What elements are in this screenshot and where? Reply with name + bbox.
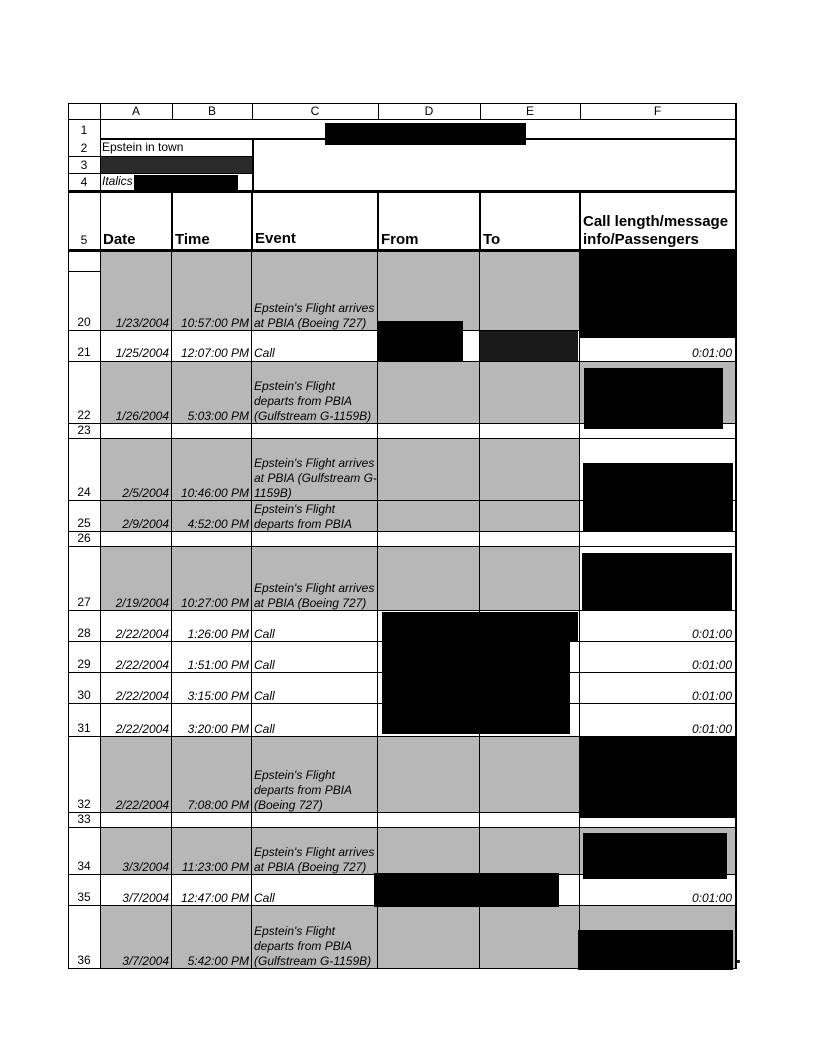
- date-cell: 3/3/2004: [122, 860, 169, 874]
- grid-line: [68, 546, 736, 547]
- redaction-block: [582, 553, 732, 611]
- redaction-block: [578, 930, 733, 970]
- grid-line: [100, 103, 101, 969]
- redaction-block: [378, 321, 463, 361]
- date-cell: 2/22/2004: [115, 627, 169, 641]
- grid-line: [68, 271, 100, 272]
- grid-line: [68, 103, 736, 104]
- row-number: 21: [77, 345, 91, 359]
- header-date: Date: [103, 231, 136, 248]
- header-to: To: [483, 231, 501, 248]
- date-cell: 2/9/2004: [122, 517, 169, 531]
- time-cell: 1:26:00 PM: [187, 627, 249, 641]
- column-header-c: C: [310, 104, 320, 118]
- date-cell: 3/7/2004: [122, 891, 169, 905]
- event-cell: Call: [254, 346, 275, 360]
- redaction-block: [325, 123, 526, 145]
- event-cell: Epstein's Flight departs from PBIA (Boeing 727): [254, 768, 352, 812]
- event-cell: Epstein's Flight arrives at PBIA (Boeing 727): [254, 581, 375, 610]
- grid-line: [252, 140, 254, 192]
- grid-line: [252, 103, 253, 120]
- event-cell: Epstein's Flight departs from PBIA: [254, 502, 353, 531]
- row-number: 26: [77, 532, 91, 545]
- event-cell: Epstein's Flight arrives at PBIA (Boeing 727): [254, 845, 375, 874]
- call-length-cell: 0:01:00: [691, 689, 732, 703]
- redaction-block: [134, 175, 238, 191]
- row-number: 23: [77, 424, 91, 437]
- grid-line: [68, 438, 736, 439]
- row-number: 25: [77, 516, 91, 530]
- redaction-block: [382, 642, 570, 734]
- grid-line: [68, 173, 254, 174]
- event-cell: Epstein's Flight departs from PBIA (Gulfstream G-1159B): [254, 924, 372, 968]
- time-cell: 1:51:00 PM: [187, 658, 249, 672]
- redaction-block: [101, 157, 252, 173]
- grid-line: [172, 103, 173, 120]
- date-cell: 1/23/2004: [115, 316, 169, 330]
- header-time: Time: [175, 231, 210, 248]
- time-cell: 5:03:00 PM: [187, 409, 249, 423]
- time-cell: 10:46:00 PM: [180, 486, 249, 500]
- time-cell: 3:20:00 PM: [187, 722, 249, 736]
- grid-line: [68, 361, 736, 362]
- row-number: 24: [77, 485, 91, 499]
- call-length-cell: 0:01:00: [691, 346, 732, 360]
- row-number: 30: [77, 688, 91, 702]
- time-cell: 4:52:00 PM: [187, 517, 249, 531]
- header-from: From: [381, 231, 419, 248]
- grid-line: [480, 103, 481, 120]
- call-length-cell: 0:01:00: [691, 722, 732, 736]
- header-call-length: Call length/message info/Passengers: [583, 213, 729, 248]
- date-cell: 2/22/2004: [115, 722, 169, 736]
- date-cell: 1/25/2004: [115, 346, 169, 360]
- grid-line: [735, 103, 737, 969]
- row-number: 5: [80, 233, 88, 247]
- column-header-d: D: [424, 104, 434, 118]
- call-length-cell: 0:01:00: [691, 658, 732, 672]
- redaction-block: [480, 331, 578, 361]
- row-number: 1: [80, 123, 88, 137]
- row-number: 34: [77, 859, 91, 873]
- row-number: 36: [77, 953, 91, 967]
- redaction-block: [580, 252, 735, 338]
- grid-line: [377, 192, 379, 252]
- scan-speck: [737, 960, 740, 963]
- row-number: 2: [80, 141, 88, 155]
- grid-line: [378, 103, 379, 120]
- row-number: 20: [77, 315, 91, 329]
- date-cell: 3/7/2004: [122, 954, 169, 968]
- row-number: 28: [77, 626, 91, 640]
- legend-epstein-in-town: Epstein in town: [102, 140, 184, 154]
- event-cell: Call: [254, 722, 275, 736]
- time-cell: 12:07:00 PM: [180, 346, 249, 360]
- row-number: 31: [77, 721, 91, 735]
- time-cell: 12:47:00 PM: [180, 891, 249, 905]
- date-cell: 2/22/2004: [115, 689, 169, 703]
- event-cell: Epstein's Flight departs from PBIA (Gulfstream G-1159B): [254, 379, 372, 423]
- row-number: 3: [80, 158, 88, 172]
- grid-line: [171, 192, 173, 252]
- event-cell: Epstein's Flight arrives at PBIA (Boeing 727): [254, 301, 375, 330]
- grid-line: [479, 192, 481, 252]
- header-event: Event: [255, 230, 296, 247]
- date-cell: 2/5/2004: [122, 486, 169, 500]
- row-number: 29: [77, 657, 91, 671]
- row-number: 22: [77, 408, 91, 422]
- row-number: 33: [77, 813, 91, 826]
- legend-italics: Italics: [102, 174, 133, 188]
- column-header-a: A: [131, 104, 140, 118]
- grid-line: [68, 119, 736, 120]
- redaction-block: [583, 833, 727, 879]
- time-cell: 11:23:00 PM: [181, 860, 249, 874]
- call-length-cell: 0:01:00: [691, 627, 732, 641]
- column-header-b: B: [207, 104, 216, 118]
- date-cell: 2/19/2004: [115, 596, 169, 610]
- event-cell: Call: [254, 891, 275, 905]
- column-header-f: F: [653, 104, 662, 118]
- redaction-block: [580, 737, 735, 818]
- redaction-block: [374, 873, 559, 907]
- column-header-e: E: [525, 104, 534, 118]
- grid-line: [579, 192, 581, 252]
- row-number: 27: [77, 595, 91, 609]
- grid-line: [68, 103, 69, 969]
- redaction-block: [584, 368, 723, 429]
- row-number: 4: [80, 175, 88, 189]
- call-length-cell: 0:01:00: [691, 891, 732, 905]
- grid-line: [68, 827, 736, 828]
- event-cell: Call: [254, 689, 275, 703]
- time-cell: 3:15:00 PM: [187, 689, 249, 703]
- time-cell: 5:42:00 PM: [187, 954, 249, 968]
- date-cell: 2/22/2004: [115, 798, 169, 812]
- grid-line: [580, 103, 581, 120]
- event-cell: Call: [254, 627, 275, 641]
- date-cell: 2/22/2004: [115, 658, 169, 672]
- time-cell: 7:08:00 PM: [187, 798, 249, 812]
- event-cell: Call: [254, 658, 275, 672]
- grid-line: [251, 192, 253, 252]
- redaction-block: [382, 612, 578, 642]
- date-cell: 1/26/2004: [115, 409, 169, 423]
- time-cell: 10:27:00 PM: [180, 596, 249, 610]
- redaction-block: [583, 463, 733, 532]
- time-cell: 10:57:00 PM: [180, 316, 249, 330]
- event-cell: Epstein's Flight arrives at PBIA (Gulfstream G-1159B): [254, 456, 377, 500]
- row-number: 35: [77, 890, 91, 904]
- row-number: 32: [77, 797, 91, 811]
